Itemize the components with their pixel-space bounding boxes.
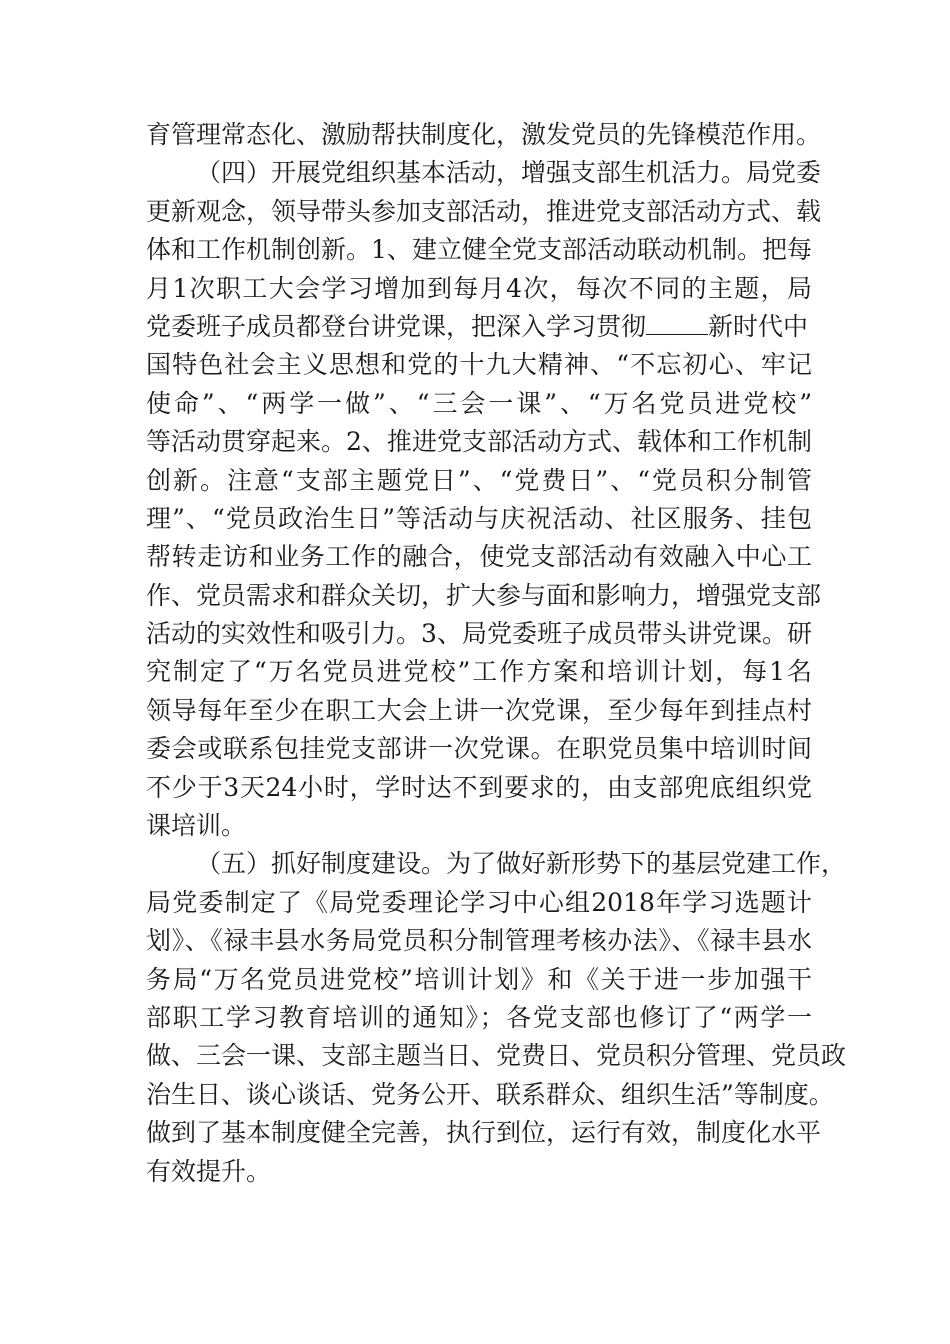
paragraph-line: 更新观念，领导带头参加支部活动，推进党支部活动方式、载 [146,196,822,226]
paragraph-line: 划》、《禄丰县水务局党员积分制管理考核办法》、《禄丰县水 [146,926,812,956]
line-segment: 新时代中 [708,311,809,341]
paragraph-line: 有效提升。 [146,1156,272,1186]
paragraph-line: 月1次职工大会学习增加到每月4次，每次不同的主题，局 [146,273,812,303]
paragraph-line: 理”、“党员政治生日”等活动与庆祝活动、社区服务、挂包 [146,503,812,533]
paragraph-line: 等活动贯穿起来。2、推进党支部活动方式、载体和工作机制 [146,427,812,457]
document-body [146,116,847,1191]
paragraph-line: （五）抓好制度建设。为了做好新形势下的基层党建工作， [196,849,847,879]
redacted-blank [646,310,708,335]
paragraph-line: 使命”、“两学一做”、“三会一课”、“万名党员进党校” [146,388,812,418]
paragraph-line: 局党委制定了《局党委理论学习中心组2018年学习选题计 [146,887,812,917]
paragraph-line: 究制定了“万名党员进党校”工作方案和培训计划，每1名 [146,657,812,687]
paragraph-line: 育管理常态化、激励帮扶制度化，激发党员的先锋模范作用。 [146,120,822,149]
paragraph-line: 体和工作机制创新。1、建立健全党支部活动联动机制。把每 [146,235,812,265]
paragraph-line: 领导每年至少在职工大会上讲一次党课，至少每年到挂点村 [146,695,812,725]
paragraph-line-with-blank [146,308,812,346]
paragraph-line: 部职工学习教育培训的通知》；各党支部也修订了“两学一 [146,1002,812,1032]
paragraph-line: 不少于3天24小时，学时达不到要求的，由支部兜底组织党 [146,772,812,802]
paragraph-line: 课培训。 [146,811,247,841]
paragraph-line: 委会或联系包挂党支部讲一次党课。在职党员集中培训时间 [146,734,812,764]
paragraph-line: （四）开展党组织基本活动，增强支部生机活力。局党委 [196,158,822,188]
paragraph-line: 务局“万名党员进党校”培训计划》和《关于进一步加强干 [146,964,812,994]
line-segment: 党委班子成员都登台讲党课，把深入学习贯彻 [146,311,647,341]
paragraph-line: 做、三会一课、支部主题当日、党费日、党员积分管理、党员政 [146,1041,847,1071]
paragraph-line: 做到了基本制度健全完善，执行到位，运行有效，制度化水平 [146,1118,822,1148]
paragraph-line: 活动的实效性和吸引力。3、局党委班子成员带头讲党课。研 [146,619,812,649]
paragraph-line: 帮转走访和业务工作的融合，使党支部活动有效融入中心工 [146,542,812,572]
paragraph-line: 创新。注意“支部主题党日”、“党费日”、“党员积分制管 [146,465,812,495]
paragraph-line: 国特色社会主义思想和党的十九大精神、“不忘初心、牢记 [146,350,812,380]
paragraph-line: 作、党员需求和群众关切，扩大参与面和影响力，增强党支部 [146,580,822,610]
paragraph-line: 治生日、谈心谈话、党务公开、联系群众、组织生活”等制度。 [146,1079,834,1109]
